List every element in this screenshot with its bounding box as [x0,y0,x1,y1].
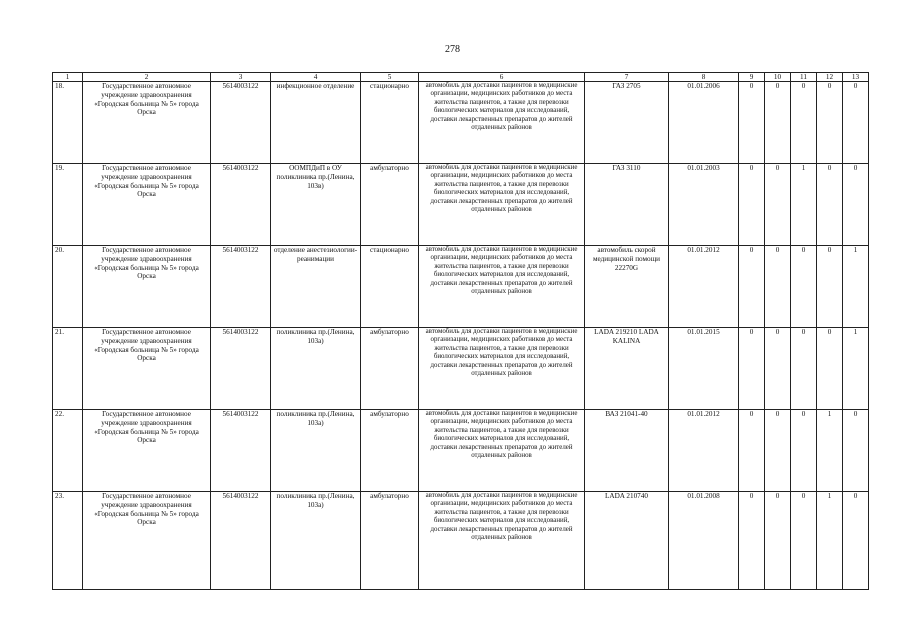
column-header: 13 [843,73,869,82]
count-cell: 1 [843,328,869,410]
page-number: 278 [445,44,460,55]
vehicle-model: ВАЗ 21041-40 [585,410,669,492]
service-date: 01.01.2008 [669,492,739,590]
row-number: 22. [53,410,83,492]
table-row [53,328,869,410]
vehicle-purpose: автомобиль для доставки пациентов в медицинские организации, медицинских работников до места жительства пациентов, а также для перевозки биологических материалов для исследований, доставки лекарственных препаратов до жителей отдаленных районов [419,410,585,492]
count-cell: 0 [817,82,843,164]
care-type: амбулаторно [361,492,419,590]
vehicles-table [52,72,869,590]
column-header: 4 [271,73,361,82]
count-cell: 0 [739,410,765,492]
count-cell: 0 [765,82,791,164]
vehicle-model: LADA 210740 [585,492,669,590]
service-date: 01.01.2012 [669,246,739,328]
department: поликлиника пр.(Ленина, 103а) [271,492,361,590]
service-date: 01.01.2003 [669,164,739,246]
department: инфекционное отделение [271,82,361,164]
column-header: 10 [765,73,791,82]
count-cell: 0 [843,82,869,164]
care-type: стационарно [361,246,419,328]
column-header: 1 [53,73,83,82]
count-cell: 0 [843,492,869,590]
count-cell: 0 [817,164,843,246]
column-header: 3 [211,73,271,82]
count-cell: 0 [765,246,791,328]
count-cell: 1 [791,164,817,246]
row-number: 18. [53,82,83,164]
care-type: амбулаторно [361,328,419,410]
column-header: 5 [361,73,419,82]
count-cell: 0 [791,410,817,492]
count-cell: 0 [791,82,817,164]
table-row [53,410,869,492]
inn-code: 5614003122 [211,328,271,410]
count-cell: 0 [843,410,869,492]
count-cell: 0 [765,328,791,410]
vehicle-model: автомобиль скорой медицинской помощи 22270G [585,246,669,328]
service-date: 01.01.2015 [669,328,739,410]
count-cell: 1 [843,246,869,328]
vehicle-purpose: автомобиль для доставки пациентов в медицинские организации, медицинских работников до места жительства пациентов, а также для перевозки биологических материалов для исследований, доставки лекарственных препаратов до жителей отдаленных районов [419,164,585,246]
count-cell: 0 [791,492,817,590]
care-type: амбулаторно [361,410,419,492]
organization-name: Государственное автономное учреждение здравоохранения «Городская больница № 5» города Орска [83,410,211,492]
count-cell: 0 [817,328,843,410]
vehicle-purpose: автомобиль для доставки пациентов в медицинские организации, медицинских работников до места жительства пациентов, а также для перевозки биологических материалов для исследований, доставки лекарственных препаратов до жителей отдаленных районов [419,492,585,590]
vehicle-purpose: автомобиль для доставки пациентов в медицинские организации, медицинских работников до места жительства пациентов, а также для перевозки биологических материалов для исследований, доставки лекарственных препаратов до жителей отдаленных районов [419,328,585,410]
row-number: 23. [53,492,83,590]
service-date: 01.01.2012 [669,410,739,492]
count-cell: 0 [739,164,765,246]
organization-name: Государственное автономное учреждение здравоохранения «Городская больница № 5» города Орска [83,328,211,410]
count-cell: 0 [843,164,869,246]
row-number: 19. [53,164,83,246]
table-row [53,246,869,328]
column-header: 6 [419,73,585,82]
column-header: 7 [585,73,669,82]
header-row [53,73,869,82]
inn-code: 5614003122 [211,246,271,328]
count-cell: 0 [739,82,765,164]
column-header: 9 [739,73,765,82]
inn-code: 5614003122 [211,410,271,492]
organization-name: Государственное автономное учреждение здравоохранения «Городская больница № 5» города Орска [83,82,211,164]
column-header: 11 [791,73,817,82]
column-header: 8 [669,73,739,82]
count-cell: 0 [817,246,843,328]
column-header: 12 [817,73,843,82]
service-date: 01.01.2006 [669,82,739,164]
vehicle-model: ГАЗ 2705 [585,82,669,164]
table-row [53,82,869,164]
count-cell: 0 [739,328,765,410]
organization-name: Государственное автономное учреждение здравоохранения «Городская больница № 5» города Орска [83,164,211,246]
count-cell: 1 [817,410,843,492]
vehicle-model: LADA 219210 LADA KALINA [585,328,669,410]
department: поликлиника пр.(Ленина, 103а) [271,328,361,410]
count-cell: 0 [739,246,765,328]
organization-name: Государственное автономное учреждение здравоохранения «Городская больница № 5» города Орска [83,492,211,590]
vehicle-purpose: автомобиль для доставки пациентов в медицинские организации, медицинских работников до места жительства пациентов, а также для перевозки биологических материалов для исследований, доставки лекарственных препаратов до жителей отдаленных районов [419,82,585,164]
department: отделение анестезиологии-реанимации [271,246,361,328]
inn-code: 5614003122 [211,492,271,590]
care-type: стационарно [361,82,419,164]
table-row [53,492,869,590]
count-cell: 0 [791,328,817,410]
count-cell: 0 [765,410,791,492]
table-row [53,164,869,246]
care-type: амбулаторно [361,164,419,246]
organization-name: Государственное автономное учреждение здравоохранения «Городская больница № 5» города Орска [83,246,211,328]
vehicle-model: ГАЗ 3110 [585,164,669,246]
inn-code: 5614003122 [211,82,271,164]
count-cell: 0 [765,164,791,246]
vehicle-purpose: автомобиль для доставки пациентов в медицинские организации, медицинских работников до места жительства пациентов, а также для перевозки биологических материалов для исследований, доставки лекарственных препаратов до жителей отдаленных районов [419,246,585,328]
count-cell: 0 [765,492,791,590]
column-header: 2 [83,73,211,82]
row-number: 21. [53,328,83,410]
count-cell: 0 [739,492,765,590]
department: поликлиника пр.(Ленина, 103а) [271,410,361,492]
count-cell: 1 [817,492,843,590]
count-cell: 0 [791,246,817,328]
inn-code: 5614003122 [211,164,271,246]
department: ООМПДиП в ОУ поликлиника пр.(Ленина, 103в) [271,164,361,246]
row-number: 20. [53,246,83,328]
